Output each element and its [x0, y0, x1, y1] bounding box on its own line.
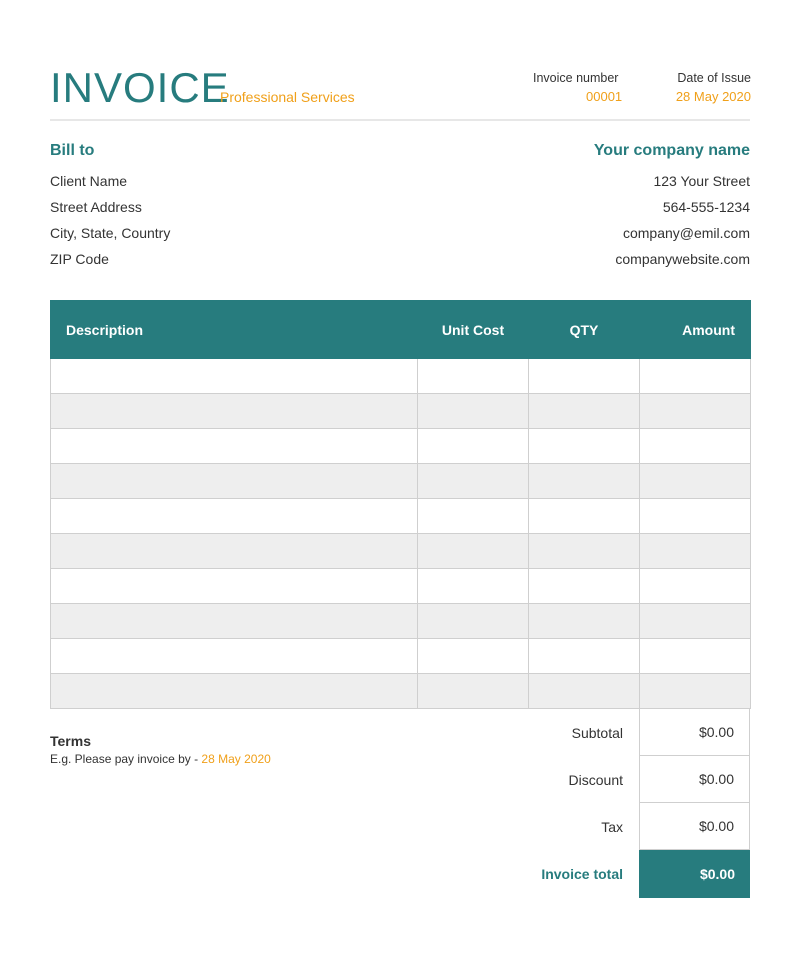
- table-row: [51, 359, 751, 394]
- invoice-number-value[interactable]: 00001: [586, 89, 623, 104]
- unit-cost-cell[interactable]: [418, 394, 529, 429]
- column-header-amount: Amount: [640, 301, 751, 359]
- tax-label: Tax: [601, 819, 623, 835]
- table-row: [51, 394, 751, 429]
- description-cell[interactable]: [51, 499, 418, 534]
- date-of-issue-label: Date of Issue: [677, 71, 751, 85]
- unit-cost-cell[interactable]: [418, 359, 529, 394]
- invoice-total-label: Invoice total: [541, 866, 623, 882]
- company-website[interactable]: companywebsite.com: [615, 251, 750, 267]
- table-row: [51, 464, 751, 499]
- amount-cell[interactable]: [640, 639, 751, 674]
- amount-cell[interactable]: [640, 534, 751, 569]
- amount-cell[interactable]: [640, 464, 751, 499]
- amount-cell[interactable]: [640, 674, 751, 709]
- company-email[interactable]: company@emil.com: [622, 225, 750, 241]
- subtotal-label: Subtotal: [571, 725, 623, 741]
- description-cell[interactable]: [51, 429, 418, 464]
- unit-cost-cell[interactable]: [418, 569, 529, 604]
- amount-cell[interactable]: [640, 394, 751, 429]
- invoice-title: INVOICE: [50, 64, 230, 111]
- description-cell[interactable]: [51, 639, 418, 674]
- table-row: [51, 534, 751, 569]
- unit-cost-cell[interactable]: [418, 534, 529, 569]
- date-of-issue-value[interactable]: 28 May 2020: [675, 89, 751, 104]
- table-row: [51, 499, 751, 534]
- amount-cell[interactable]: [640, 359, 751, 394]
- qty-cell[interactable]: [529, 499, 640, 534]
- invoice-total-value[interactable]: $0.00: [639, 850, 750, 898]
- discount-value[interactable]: $0.00: [639, 756, 750, 803]
- line-items-table: [50, 300, 751, 709]
- table-row: [51, 604, 751, 639]
- table-row: [51, 569, 751, 604]
- qty-cell[interactable]: [529, 639, 640, 674]
- column-header-unit-cost: Unit Cost: [418, 301, 529, 359]
- description-cell[interactable]: [51, 604, 418, 639]
- amount-cell[interactable]: [640, 569, 751, 604]
- terms-heading: Terms: [50, 733, 91, 749]
- terms-due-date: 28 May 2020: [201, 752, 271, 766]
- description-cell[interactable]: [51, 359, 418, 394]
- client-name[interactable]: Client Name: [50, 173, 128, 189]
- unit-cost-cell[interactable]: [418, 639, 529, 674]
- tax-value[interactable]: $0.00: [639, 803, 750, 850]
- invoice-number-label: Invoice number: [533, 71, 619, 85]
- unit-cost-cell[interactable]: [418, 429, 529, 464]
- company-phone[interactable]: 564-555-1234: [662, 199, 750, 215]
- qty-cell[interactable]: [529, 464, 640, 499]
- table-row: [51, 429, 751, 464]
- qty-cell[interactable]: [529, 534, 640, 569]
- table-header-row: [51, 301, 751, 359]
- amount-cell[interactable]: [640, 499, 751, 534]
- qty-cell[interactable]: [529, 394, 640, 429]
- invoice-subtitle: Professional Services: [220, 89, 355, 105]
- discount-label: Discount: [568, 772, 623, 788]
- bill-to-heading: Bill to: [50, 142, 95, 159]
- client-city-state-country[interactable]: City, State, Country: [50, 225, 171, 241]
- qty-cell[interactable]: [529, 569, 640, 604]
- terms-text[interactable]: [50, 752, 271, 766]
- qty-cell[interactable]: [529, 359, 640, 394]
- column-header-description: Description: [51, 301, 418, 359]
- qty-cell[interactable]: [529, 674, 640, 709]
- qty-cell[interactable]: [529, 429, 640, 464]
- subtotal-value[interactable]: $0.00: [639, 709, 750, 756]
- header-divider: [50, 119, 750, 121]
- description-cell[interactable]: [51, 394, 418, 429]
- terms-text-body: E.g. Please pay invoice by -: [50, 752, 202, 766]
- unit-cost-cell[interactable]: [418, 604, 529, 639]
- description-cell[interactable]: [51, 464, 418, 499]
- unit-cost-cell[interactable]: [418, 674, 529, 709]
- description-cell[interactable]: [51, 569, 418, 604]
- description-cell[interactable]: [51, 534, 418, 569]
- client-street-address[interactable]: Street Address: [50, 199, 142, 215]
- client-zip-code[interactable]: ZIP Code: [50, 251, 109, 267]
- unit-cost-cell[interactable]: [418, 499, 529, 534]
- company-street[interactable]: 123 Your Street: [653, 173, 750, 189]
- company-name[interactable]: Your company name: [593, 142, 750, 159]
- unit-cost-cell[interactable]: [418, 464, 529, 499]
- amount-cell[interactable]: [640, 429, 751, 464]
- column-header-qty: QTY: [529, 301, 640, 359]
- table-row: [51, 639, 751, 674]
- amount-cell[interactable]: [640, 604, 751, 639]
- table-row: [51, 674, 751, 709]
- qty-cell[interactable]: [529, 604, 640, 639]
- description-cell[interactable]: [51, 674, 418, 709]
